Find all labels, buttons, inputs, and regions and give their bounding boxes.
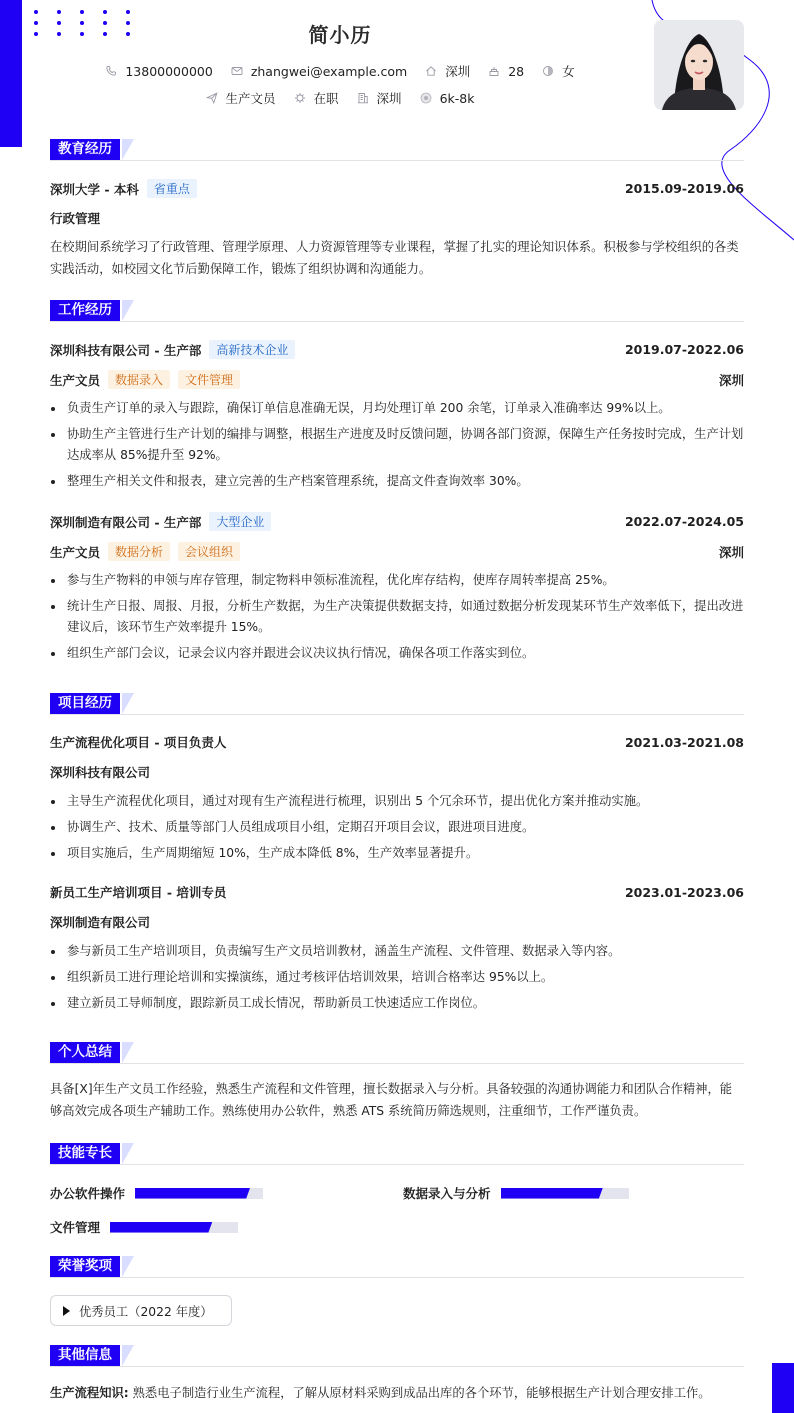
- skill-name: 文件管理: [50, 1220, 101, 1235]
- other-label: 生产流程知识:: [50, 1386, 129, 1400]
- job-title-text: 生产文员: [225, 91, 276, 106]
- project-header: [50, 883, 744, 901]
- send-icon: [206, 92, 218, 104]
- age-icon: [488, 65, 500, 77]
- work-company-badge: 高新技术企业: [209, 340, 295, 359]
- age-text: 28: [508, 63, 525, 79]
- gender-icon: [542, 65, 554, 77]
- project-bullets: [50, 941, 744, 1014]
- building-icon: [357, 92, 369, 104]
- skill-item: [50, 1218, 238, 1236]
- project-company-row: [50, 763, 744, 781]
- section-projects: [50, 693, 744, 715]
- section-education: [50, 139, 744, 161]
- work-bullets: [50, 570, 744, 664]
- work-header: [50, 512, 744, 531]
- work-tag: 数据录入: [108, 370, 170, 389]
- skill-name: 数据录入与分析: [403, 1186, 491, 1201]
- gender-info: [542, 62, 575, 80]
- work-bullets: [50, 398, 744, 492]
- skill-bar-fill: [135, 1188, 250, 1199]
- education-header: [50, 179, 744, 198]
- phone-info: [105, 64, 212, 79]
- list-item: 协调生产、技术、质量等部门人员组成项目小组，定期召开项目会议，跟进项目进度。: [50, 817, 744, 838]
- work-tag: 文件管理: [178, 370, 240, 389]
- work-role-row: [50, 542, 744, 561]
- work-role: 生产文员: [50, 372, 101, 388]
- skill-bar-fill: [501, 1188, 603, 1199]
- section-awards: [50, 1256, 744, 1278]
- job-title-info: [206, 89, 276, 107]
- work-role: 生产文员: [50, 544, 101, 560]
- play-icon: [63, 1306, 70, 1316]
- other-text: 熟悉电子制造行业生产流程，了解从原材料采购到成品出库的各个环节，能够根据生产计划合理安排工作。: [132, 1386, 711, 1400]
- list-item: 统计生产日报、周报、月报，分析生产数据，为生产决策提供数据支持，如通过数据分析发现某环节生产效率低下，提出改进建议后，该环节生产效率提升 15%。: [50, 596, 744, 638]
- project-title: 新员工生产培训项目 - 培训专员: [50, 885, 227, 900]
- work-header: [50, 340, 744, 359]
- project-header: [50, 733, 744, 751]
- contact-row: [0, 62, 680, 80]
- list-item: 整理生产相关文件和报表，建立完善的生产档案管理系统，提高文件查询效率 30%。: [50, 471, 744, 492]
- city-info: [425, 62, 470, 80]
- education-description: 在校期间系统学习了行政管理、管理学原理、人力资源管理等专业课程，掌握了扎实的理论知识体系。积极参与学校组织的各类实践活动，如校园文化节后勤保障工作，锻炼了组织协调和沟通能力。: [50, 240, 739, 276]
- list-item: 参与新员工生产培训项目，负责编写生产文员培训教材，涵盖生产流程、文件管理、数据录入等内容。: [50, 941, 744, 962]
- work-location: 深圳: [718, 372, 744, 388]
- section-title: 工作经历: [50, 300, 120, 321]
- list-item: 主导生产流程优化项目，通过对现有生产流程进行梳理，识别出 5 个冗余环节，提出优化方案并推动实施。: [50, 791, 744, 812]
- list-item: 参与生产物料的申领与库存管理，制定物料申领标准流程，优化库存结构，使库存周转率提高 25%。: [50, 570, 744, 591]
- work-company-badge: 大型企业: [209, 512, 271, 531]
- education-major-row: [50, 209, 744, 227]
- section-title: 其他信息: [50, 1345, 120, 1366]
- list-item: 负责生产订单的录入与跟踪，确保订单信息准确无误，月均处理订单 200 余笔，订单录入准确率达 99%以上。: [50, 398, 744, 419]
- work-location: 深圳: [718, 544, 744, 560]
- status-icon: [294, 92, 306, 104]
- decor-bar-right: [772, 1363, 794, 1413]
- email-info: [231, 64, 407, 79]
- education-badge: 省重点: [147, 179, 197, 198]
- job-row: [0, 89, 680, 107]
- section-title: 教育经历: [50, 139, 120, 160]
- skill-name: 办公软件操作: [50, 1186, 126, 1201]
- section-title: 项目经历: [50, 693, 120, 714]
- section-other: [50, 1345, 744, 1367]
- education-major: 行政管理: [50, 211, 101, 226]
- skill-bar: [110, 1222, 238, 1233]
- project-title: 生产流程优化项目 - 项目负责人: [50, 735, 227, 750]
- age-info: [488, 64, 524, 79]
- project-company: 深圳科技有限公司: [50, 765, 151, 780]
- work-dates: 2019.07-2022.06: [624, 342, 744, 357]
- section-title: 荣誉奖项: [50, 1256, 120, 1277]
- project-company-row: [50, 913, 744, 931]
- salary-text: 6k-8k: [439, 90, 475, 106]
- work-tag: 会议组织: [178, 542, 240, 561]
- salary-icon: [420, 92, 432, 104]
- project-dates: 2023.01-2023.06: [624, 884, 744, 900]
- work-tag: 数据分析: [108, 542, 170, 561]
- project-company: 深圳制造有限公司: [50, 915, 151, 930]
- work-company: 深圳科技有限公司 - 生产部: [50, 342, 202, 358]
- work-dates: 2022.07-2024.05: [624, 514, 744, 529]
- list-item: 组织新员工进行理论培训和实操演练，通过考核评估培训效果，培训合格率达 95%以上。: [50, 967, 744, 988]
- phone-icon: [105, 65, 117, 77]
- section-summary: [50, 1042, 744, 1064]
- section-title: 个人总结: [50, 1042, 120, 1063]
- skill-bar: [135, 1188, 263, 1199]
- resume-name: 简小历: [308, 23, 372, 47]
- skill-item: [50, 1184, 263, 1202]
- education-school: 深圳大学 - 本科: [50, 181, 139, 197]
- project-dates: 2021.03-2021.08: [624, 734, 744, 750]
- education-dates: 2015.09-2019.06: [624, 181, 744, 196]
- list-item: 项目实施后，生产周期缩短 10%，生产成本降低 8%，生产效率显著提升。: [50, 843, 744, 864]
- work-role-row: [50, 370, 744, 389]
- city-text: 深圳: [445, 64, 471, 79]
- skill-bar: [501, 1188, 629, 1199]
- list-item: 建立新员工导师制度，跟踪新员工成长情况，帮助新员工快速适应工作岗位。: [50, 993, 744, 1014]
- email-text: zhangwei@example.com: [250, 63, 408, 79]
- status-text: 在职: [313, 91, 339, 106]
- home-icon: [425, 65, 437, 77]
- target-city-text: 深圳: [376, 91, 402, 106]
- other-info: [50, 1383, 744, 1401]
- status-info: [294, 89, 339, 107]
- work-company: 深圳制造有限公司 - 生产部: [50, 514, 202, 530]
- section-work: [50, 300, 744, 322]
- award-text: 优秀员工（2022 年度）: [79, 1304, 213, 1319]
- skill-item: [403, 1184, 629, 1202]
- section-skills: [50, 1143, 744, 1165]
- email-icon: [231, 65, 243, 77]
- skill-bar-fill: [110, 1222, 212, 1233]
- section-title: 技能专长: [50, 1143, 120, 1164]
- salary-info: [420, 91, 475, 106]
- phone-text: 13800000000: [125, 63, 213, 79]
- profile-photo: [654, 20, 744, 110]
- summary-text: 具备[X]年生产文员工作经验，熟悉生产流程和文件管理，擅长数据录入与分析。具备较强的沟通协调能力和团队合作精神，能够高效完成各项生产辅助工作。熟练使用办公软件，熟悉 ATS 系统简历筛选规则，注重细节，工作严谨负责。: [50, 1082, 733, 1118]
- award-item[interactable]: [50, 1295, 232, 1326]
- project-bullets: [50, 791, 744, 864]
- target-city-info: [357, 89, 402, 107]
- gender-text: 女: [562, 64, 575, 79]
- list-item: 组织生产部门会议，记录会议内容并跟进会议决议执行情况，确保各项工作落实到位。: [50, 643, 744, 664]
- list-item: 协助生产主管进行生产计划的编排与调整，根据生产进度及时反馈问题，协调各部门资源，保障生产任务按时完成，生产计划达成率从 85%提升至 92%。: [50, 424, 744, 466]
